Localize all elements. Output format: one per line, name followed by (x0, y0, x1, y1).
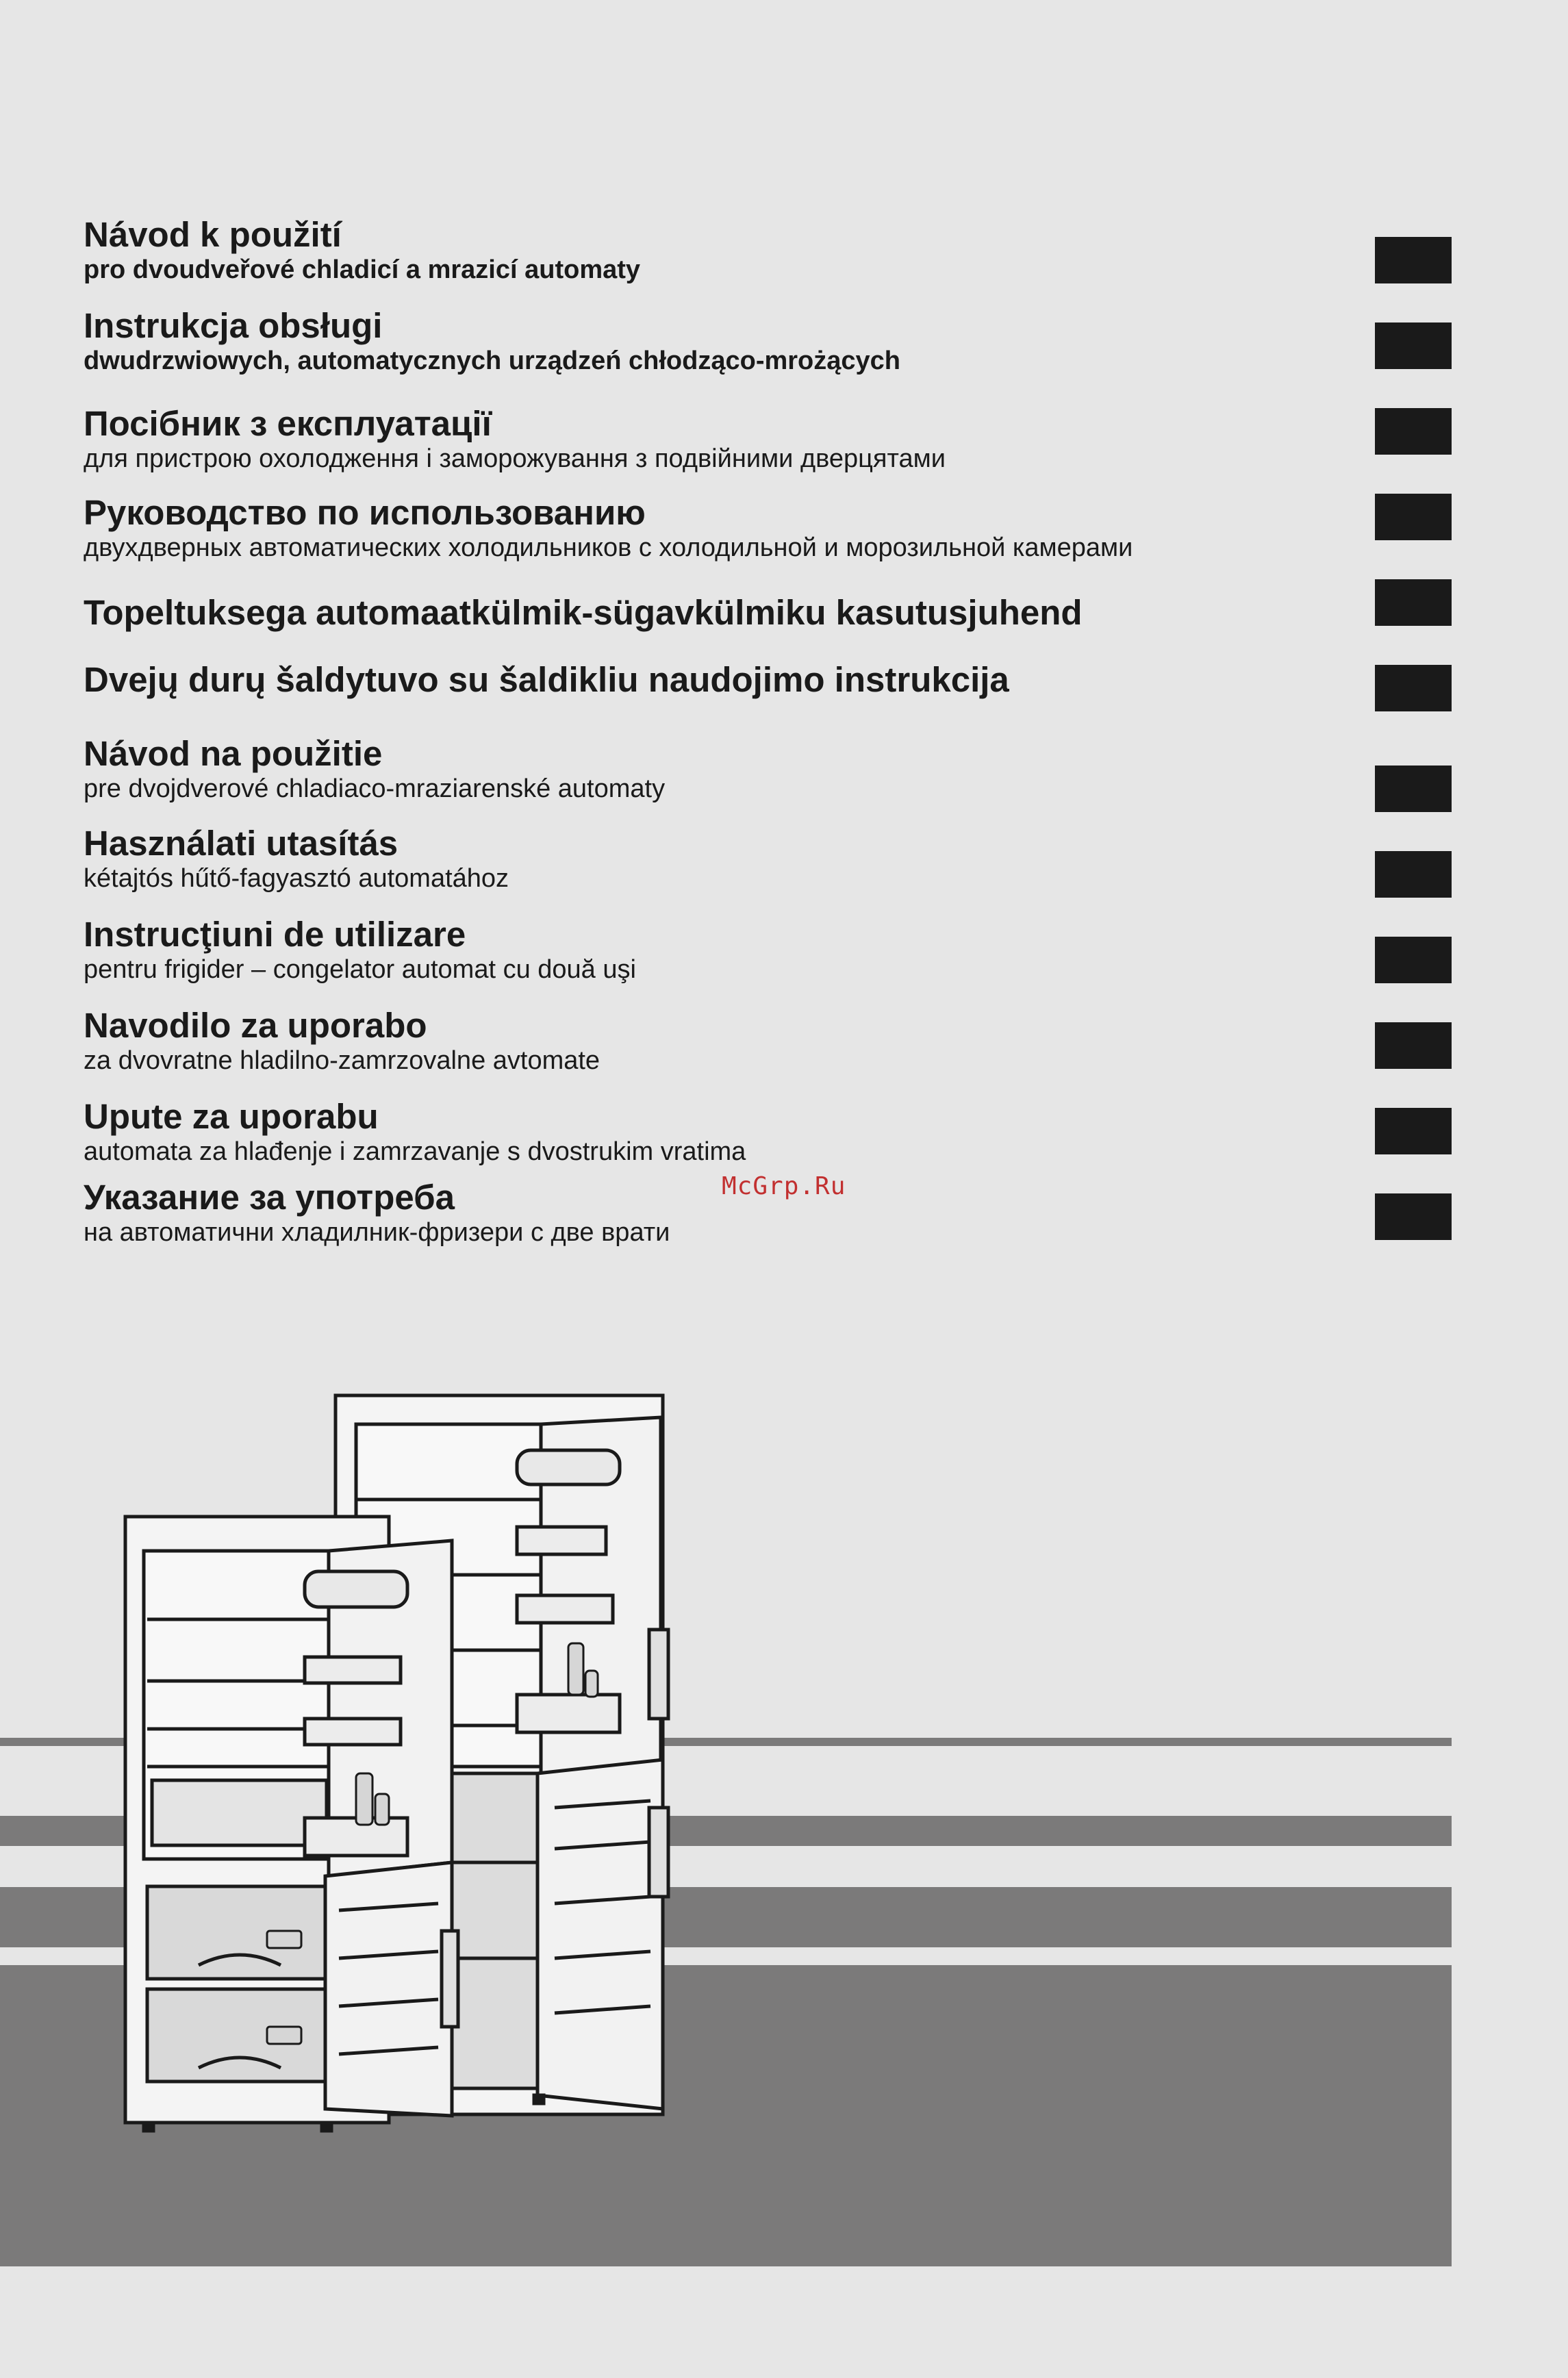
entry-subtitle: pentru frigider – congelator automat cu două uşi (84, 955, 636, 984)
entry-subtitle: kétajtós hűtő-fagyasztó automatához (84, 864, 509, 893)
entry-title: Topeltuksega automaatkülmik-sügavkülmiku kasutusjuhend (84, 593, 1083, 632)
entry-subtitle: pro dvoudveřové chladicí a mrazicí automaty (84, 255, 641, 284)
entry-title: Руководство по использованию (84, 493, 646, 532)
entry-title: Návod na použitie (84, 734, 383, 773)
entry-subtitle: za dvovratne hladilno-zamrzovalne avtomate (84, 1046, 600, 1075)
entry-title: Instrucţiuni de utilizare (84, 915, 466, 954)
entry-subtitle: pre dvojdverové chladiaco-mraziarenské automaty (84, 774, 666, 803)
entry-title: Посібник з експлуатації (84, 404, 492, 443)
watermark-text: McGrp.Ru (722, 1172, 846, 1200)
entry-title: Dvejų durų šaldytuvo su šaldikliu naudojimo instrukcija (84, 660, 1009, 699)
entry-subtitle: на автоматични хладилник-фризери с две врати (84, 1218, 670, 1247)
entry-title: Instrukcja obsługi (84, 306, 383, 345)
entry-title: Upute za uporabu (84, 1097, 379, 1136)
entry-subtitle: automata za hlađenje i zamrzavanje s dvostrukim vratima (84, 1137, 746, 1166)
entry-subtitle: двухдверных автоматических холодильников с холодильной и морозильной камерами (84, 533, 1133, 562)
entry-title: Navodilo za uporabo (84, 1006, 427, 1045)
entry-title: Használati utasítás (84, 824, 399, 863)
entry-title: Указание за употреба (84, 1178, 455, 1217)
entry-title: Návod k použití (84, 215, 342, 254)
entry-subtitle: dwudrzwiowych, automatycznych urządzeń chłodząco-mrożących (84, 346, 901, 375)
entry-subtitle: для пристрою охолодження і заморожування з подвійними дверцятами (84, 444, 946, 473)
